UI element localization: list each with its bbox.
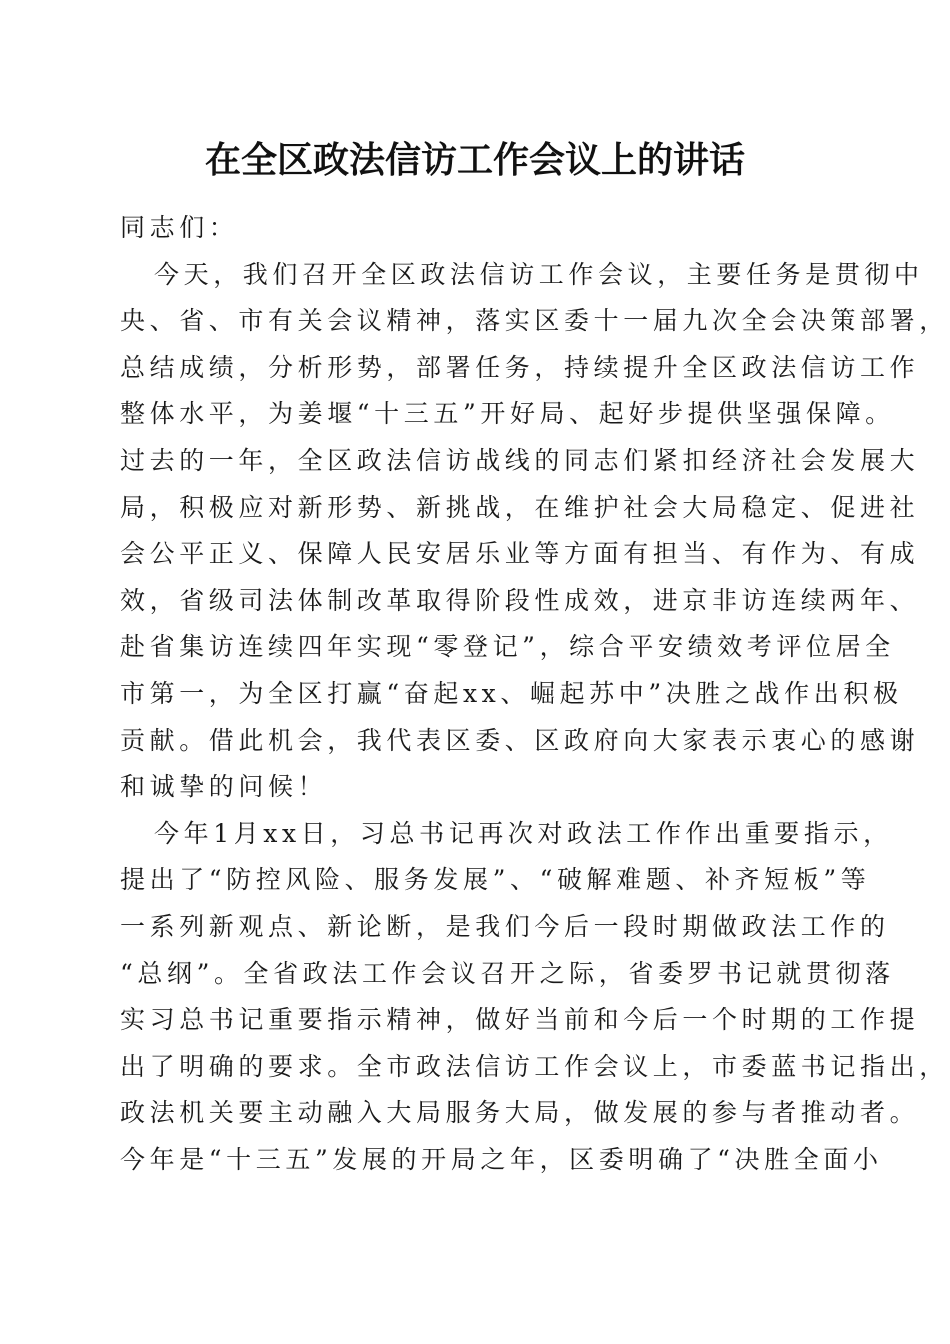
paragraph-line: 整体水平，为姜堰“十三五”开好局、起好步提供坚强保障。 [120, 399, 895, 429]
paragraph-line: 实习总书记重要指示精神，做好当前和今后一个时期的工作提 [120, 1005, 920, 1035]
paragraph-line: 出了明确的要求。全市政法信访工作会议上，市委蓝书记指出， [120, 1051, 949, 1081]
paragraph-line: 政法机关要主动融入大局服务大局，做发展的参与者推动者。 [120, 1098, 920, 1128]
paragraph-line: 今天，我们召开全区政法信访工作会议，主要任务是贯彻中 [154, 259, 924, 289]
paragraph-line: 赴省集访连续四年实现“零登记”，综合平安绩效考评位居全 [120, 632, 895, 662]
salutation: 同志们： [120, 213, 239, 242]
paragraph-line: 会公平正义、保障人民安居乐业等方面有担当、有作为、有成 [120, 539, 920, 569]
paragraph-line: 一系列新观点、新论断，是我们今后一段时期做政法工作的 [120, 911, 890, 941]
document-title: 在全区政法信访工作会议上的讲话 [204, 139, 745, 181]
paragraph-line: 和诚挚的问候！ [120, 772, 328, 802]
paragraph-line: “总纲”。全省政法工作会议召开之际，省委罗书记就贯彻落 [120, 958, 895, 988]
paragraph-line: 贡献。借此机会，我代表区委、区政府向大家表示衷心的感谢 [120, 725, 920, 755]
paragraph-line: 今年1月xx日，习总书记再次对政法工作作出重要指示， [154, 818, 893, 848]
paragraph-line: 效，省级司法体制改革取得阶段性成效，进京非访连续两年、 [120, 585, 920, 615]
paragraph-line: 提出了“防控风险、服务发展”、“破解难题、补齐短板”等 [120, 865, 871, 895]
paragraph-line: 过去的一年，全区政法信访战线的同志们紧扣经济社会发展大 [120, 445, 920, 475]
paragraph-line: 总结成绩，分析形势，部署任务，持续提升全区政法信访工作 [120, 352, 920, 382]
paragraph-line: 央、省、市有关会议精神，落实区委十一届九次全会决策部署， [120, 306, 949, 336]
paragraph-line: 局，积极应对新形势、新挑战，在维护社会大局稳定、促进社 [120, 492, 920, 522]
paragraph-line: 市第一，为全区打赢“奋起xx、崛起苏中”决胜之战作出积极 [120, 678, 903, 708]
paragraph-line: 今年是“十三五”发展的开局之年，区委明确了“决胜全面小 [120, 1144, 883, 1174]
document-body [120, 205, 949, 1183]
